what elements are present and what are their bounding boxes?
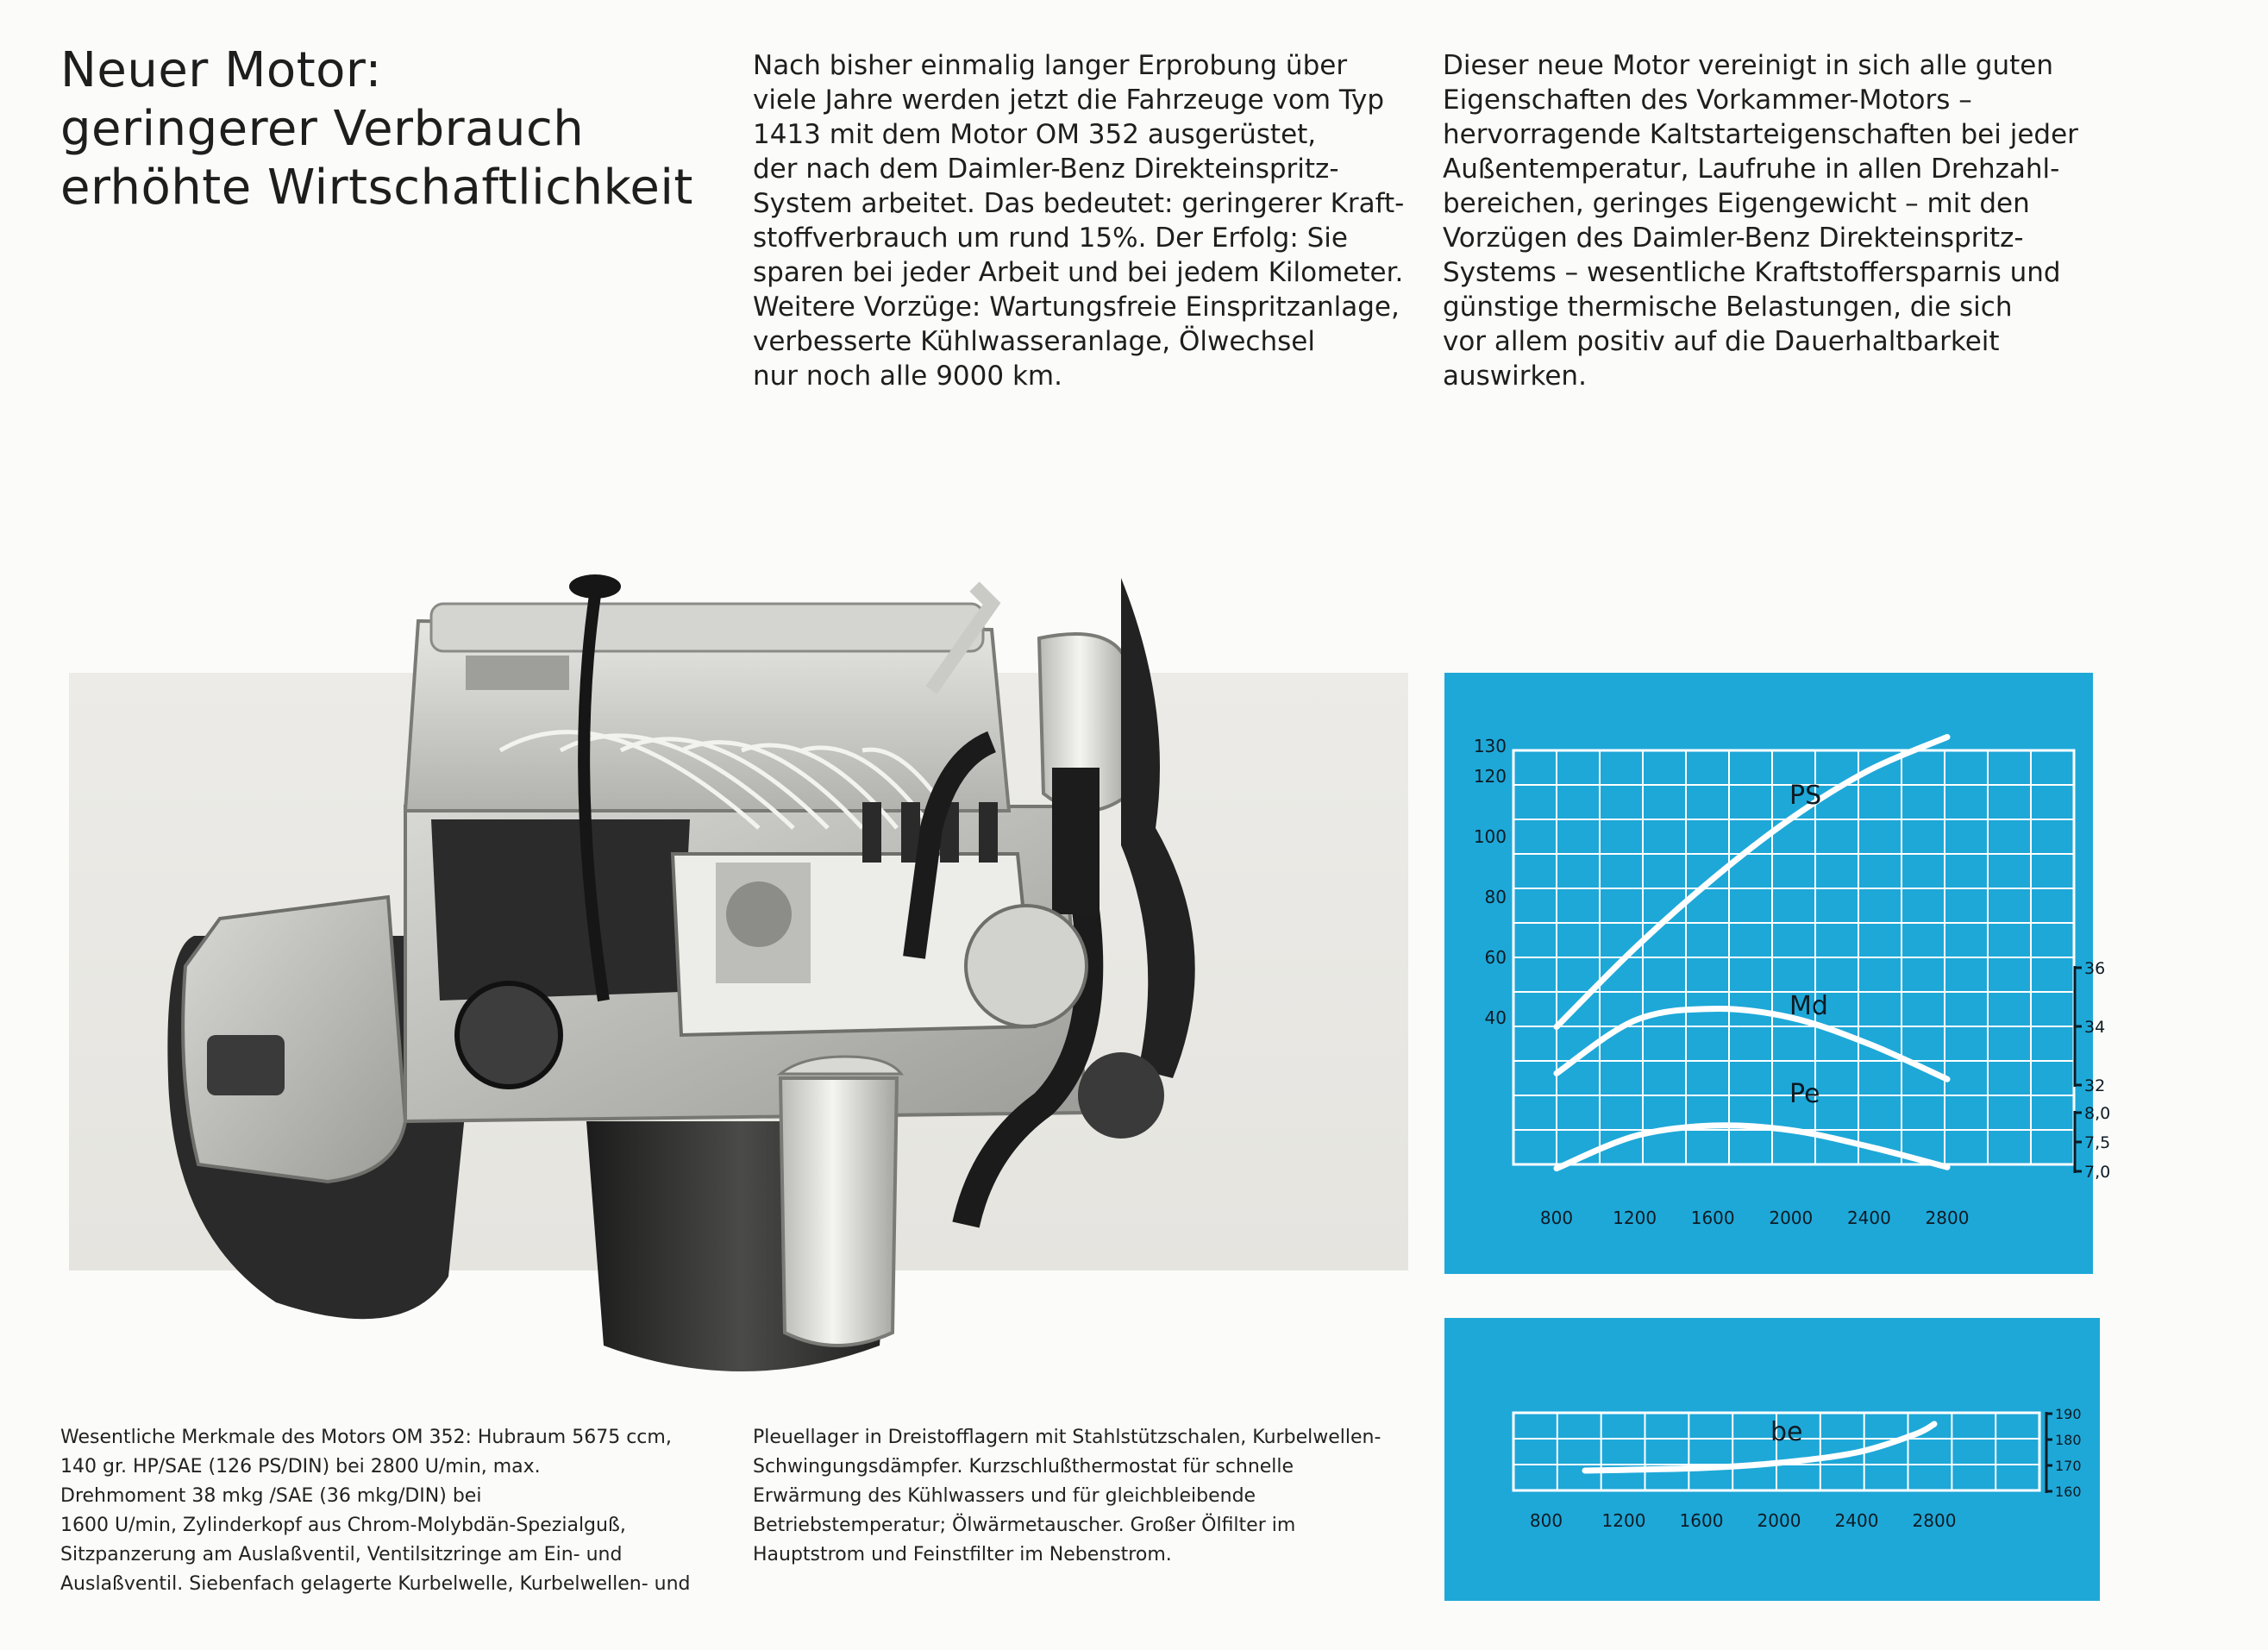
intro-line: bereichen, geringes Eigengewicht – mit den: [1443, 188, 2030, 219]
intro-line: System arbeitet. Das bedeutet: geringerer Kraft-: [753, 188, 1405, 219]
series-line-md: [1557, 1009, 1947, 1080]
x-tick-label: 800: [1539, 1208, 1574, 1228]
right-scale-label: 32: [2084, 1076, 2106, 1095]
x-tick-label: 1200: [1601, 1510, 1646, 1531]
series-line-be: [1585, 1424, 1934, 1471]
intro-line: verbesserte Kühlwasseranlage, Ölwechsel: [753, 326, 1315, 357]
series-point: [1789, 818, 1792, 820]
series-point: [1712, 1124, 1714, 1126]
y-tick-label: 40: [1484, 1007, 1507, 1028]
intro-line: hervorragende Kaltstarteigenschaften bei jeder: [1443, 119, 2078, 150]
x-tick-label: 2800: [1925, 1208, 1970, 1228]
spec-line: Erwärmung des Kühlwassers und für gleichbleibende: [753, 1485, 1256, 1507]
series-name-label: Md: [1789, 991, 1828, 1021]
spec-line: Pleuellager in Dreistofflagern mit Stahlstützschalen, Kurbelwellen-: [753, 1427, 1381, 1448]
intro-line: Weitere Vorzüge: Wartungsfreie Einspritzanlage,: [753, 292, 1400, 323]
series-point: [1933, 1423, 1936, 1426]
x-tick-label: 1600: [1690, 1208, 1735, 1228]
headline-line: erhöhte Wirtschaftlichkeit: [60, 160, 693, 216]
right-scale-label: 8,0: [2084, 1104, 2111, 1123]
spec-line: Hauptstrom und Feinstfilter im Nebenstrom.: [753, 1544, 1172, 1565]
series-point: [1789, 1129, 1792, 1132]
spec-line: Schwingungsdämpfer. Kurzschlußthermostat für schnelle: [753, 1456, 1294, 1477]
engine-photo-background: [69, 673, 1408, 1270]
intro-line: stoffverbrauch um rund 15%. Der Erfolg: Sie: [753, 223, 1348, 254]
series-name-label: Pe: [1789, 1079, 1820, 1109]
spec-line: Sitzpanzerung am Auslaßventil, Ventilsitzringe am Ein- und: [60, 1544, 623, 1565]
series-point: [1868, 1043, 1870, 1045]
x-tick-label: 1200: [1613, 1208, 1657, 1228]
y-tick-label: 120: [1473, 766, 1507, 787]
right-scale-label: 36: [2084, 959, 2106, 978]
right-scale-label: 7,5: [2084, 1133, 2111, 1152]
intro-line: 1413 mit dem Motor OM 352 ausgerüstet,: [753, 119, 1317, 150]
intro-column-1: [753, 48, 1434, 393]
series-point: [1946, 1166, 1949, 1169]
series-point: [1856, 1452, 1858, 1454]
series-point: [1778, 1462, 1781, 1465]
intro-line: vor allem positiv auf die Dauerhaltbarkeit: [1443, 326, 2000, 357]
headline-line: geringerer Verbrauch: [60, 101, 585, 157]
headline-line: Neuer Motor:: [60, 42, 382, 98]
series-point: [1868, 1145, 1870, 1148]
intro-line: viele Jahre werden jetzt die Fahrzeuge vom Typ: [753, 85, 1385, 116]
series-line-ps: [1557, 737, 1947, 1027]
series-point: [1946, 1078, 1949, 1081]
x-tick-label: 800: [1529, 1510, 1563, 1531]
right-scale-label: 180: [2055, 1432, 2082, 1448]
chart-labels: [1474, 736, 2110, 1228]
series-point: [1633, 947, 1636, 950]
x-tick-label: 2400: [1846, 1208, 1891, 1228]
x-tick-label: 2400: [1834, 1510, 1879, 1531]
spec-line: Wesentliche Merkmale des Motors OM 352: Hubraum 5675 ccm,: [60, 1427, 672, 1448]
series-point: [1584, 1470, 1587, 1472]
performance-chart-svg: [1444, 673, 2111, 1274]
consumption-chart: [1444, 1318, 2100, 1601]
intro-line: auswirken.: [1443, 361, 1587, 392]
headline: [60, 41, 750, 217]
intro-line: Dieser neue Motor vereinigt in sich alle guten: [1443, 50, 2053, 81]
y-tick-label: 100: [1473, 826, 1507, 847]
intro-line: Vorzügen des Daimler-Benz Direkteinspritz-: [1443, 223, 2024, 254]
intro-line: nur noch alle 9000 km.: [753, 361, 1062, 392]
spec-line: 1600 U/min, Zylinderkopf aus Chrom-Molybdän-Spezialguß,: [60, 1515, 626, 1536]
spec-column-2: [753, 1423, 1425, 1570]
right-scale-label: 34: [2084, 1018, 2106, 1037]
spec-column-1: [60, 1423, 750, 1599]
intro-line: Eigenschaften des Vorkammer-Motors –: [1443, 85, 1972, 116]
x-tick-label: 1600: [1679, 1510, 1724, 1531]
consumption-chart-svg: [1444, 1318, 2100, 1601]
series-point: [1946, 736, 1949, 738]
series-point: [1712, 878, 1714, 881]
x-tick-label: 2000: [1769, 1208, 1814, 1228]
series-point: [1633, 1019, 1636, 1022]
y-tick-label: 80: [1484, 887, 1507, 907]
series-point: [1914, 1434, 1916, 1436]
chart-curves: [1556, 736, 1949, 1170]
right-scale-label: 160: [2055, 1484, 2082, 1500]
intro-line: der nach dem Daimler-Benz Direkteinspritz-: [753, 154, 1339, 185]
series-point: [1712, 1007, 1714, 1010]
right-scale-label: 170: [2055, 1458, 2082, 1474]
x-tick-label: 2000: [1757, 1510, 1801, 1531]
series-point: [1556, 1167, 1558, 1170]
intro-line: Systems – wesentliche Kraftstoffersparnis und: [1443, 257, 2061, 288]
spec-line: 140 gr. HP/SAE (126 PS/DIN) bei 2800 U/min, max.: [60, 1456, 541, 1477]
series-point: [1868, 769, 1870, 772]
series-name-label: be: [1770, 1417, 1803, 1447]
intro-line: günstige thermische Belastungen, die sich: [1443, 292, 2013, 323]
right-scale-label: 7,0: [2084, 1163, 2111, 1182]
intro-line: Außentemperatur, Laufruhe in allen Drehzahl-: [1443, 154, 2060, 185]
series-point: [1633, 1135, 1636, 1138]
x-tick-label: 2800: [1912, 1510, 1957, 1531]
series-line-pe: [1557, 1126, 1947, 1169]
series-point: [1556, 1072, 1558, 1075]
intro-column-2: [1443, 48, 2089, 393]
y-tick-label: 60: [1484, 947, 1507, 968]
series-point: [1701, 1467, 1703, 1470]
spec-line: Auslaßventil. Siebenfach gelagerte Kurbelwelle, Kurbelwellen- und: [60, 1573, 691, 1595]
y-tick-label: 130: [1473, 736, 1507, 756]
intro-line: sparen bei jeder Arbeit und bei jedem Kilometer.: [753, 257, 1404, 288]
right-scale-label: 190: [2055, 1406, 2082, 1422]
spec-line: Betriebstemperatur; Ölwärmetauscher. Großer Ölfilter im: [753, 1515, 1296, 1536]
series-name-label: PS: [1789, 781, 1822, 811]
series-point: [1556, 1026, 1558, 1028]
performance-chart: [1444, 673, 2111, 1274]
spec-line: Drehmoment 38 mkg /SAE (36 mkg/DIN) bei: [60, 1485, 482, 1507]
intro-line: Nach bisher einmalig langer Erprobung über: [753, 50, 1348, 81]
